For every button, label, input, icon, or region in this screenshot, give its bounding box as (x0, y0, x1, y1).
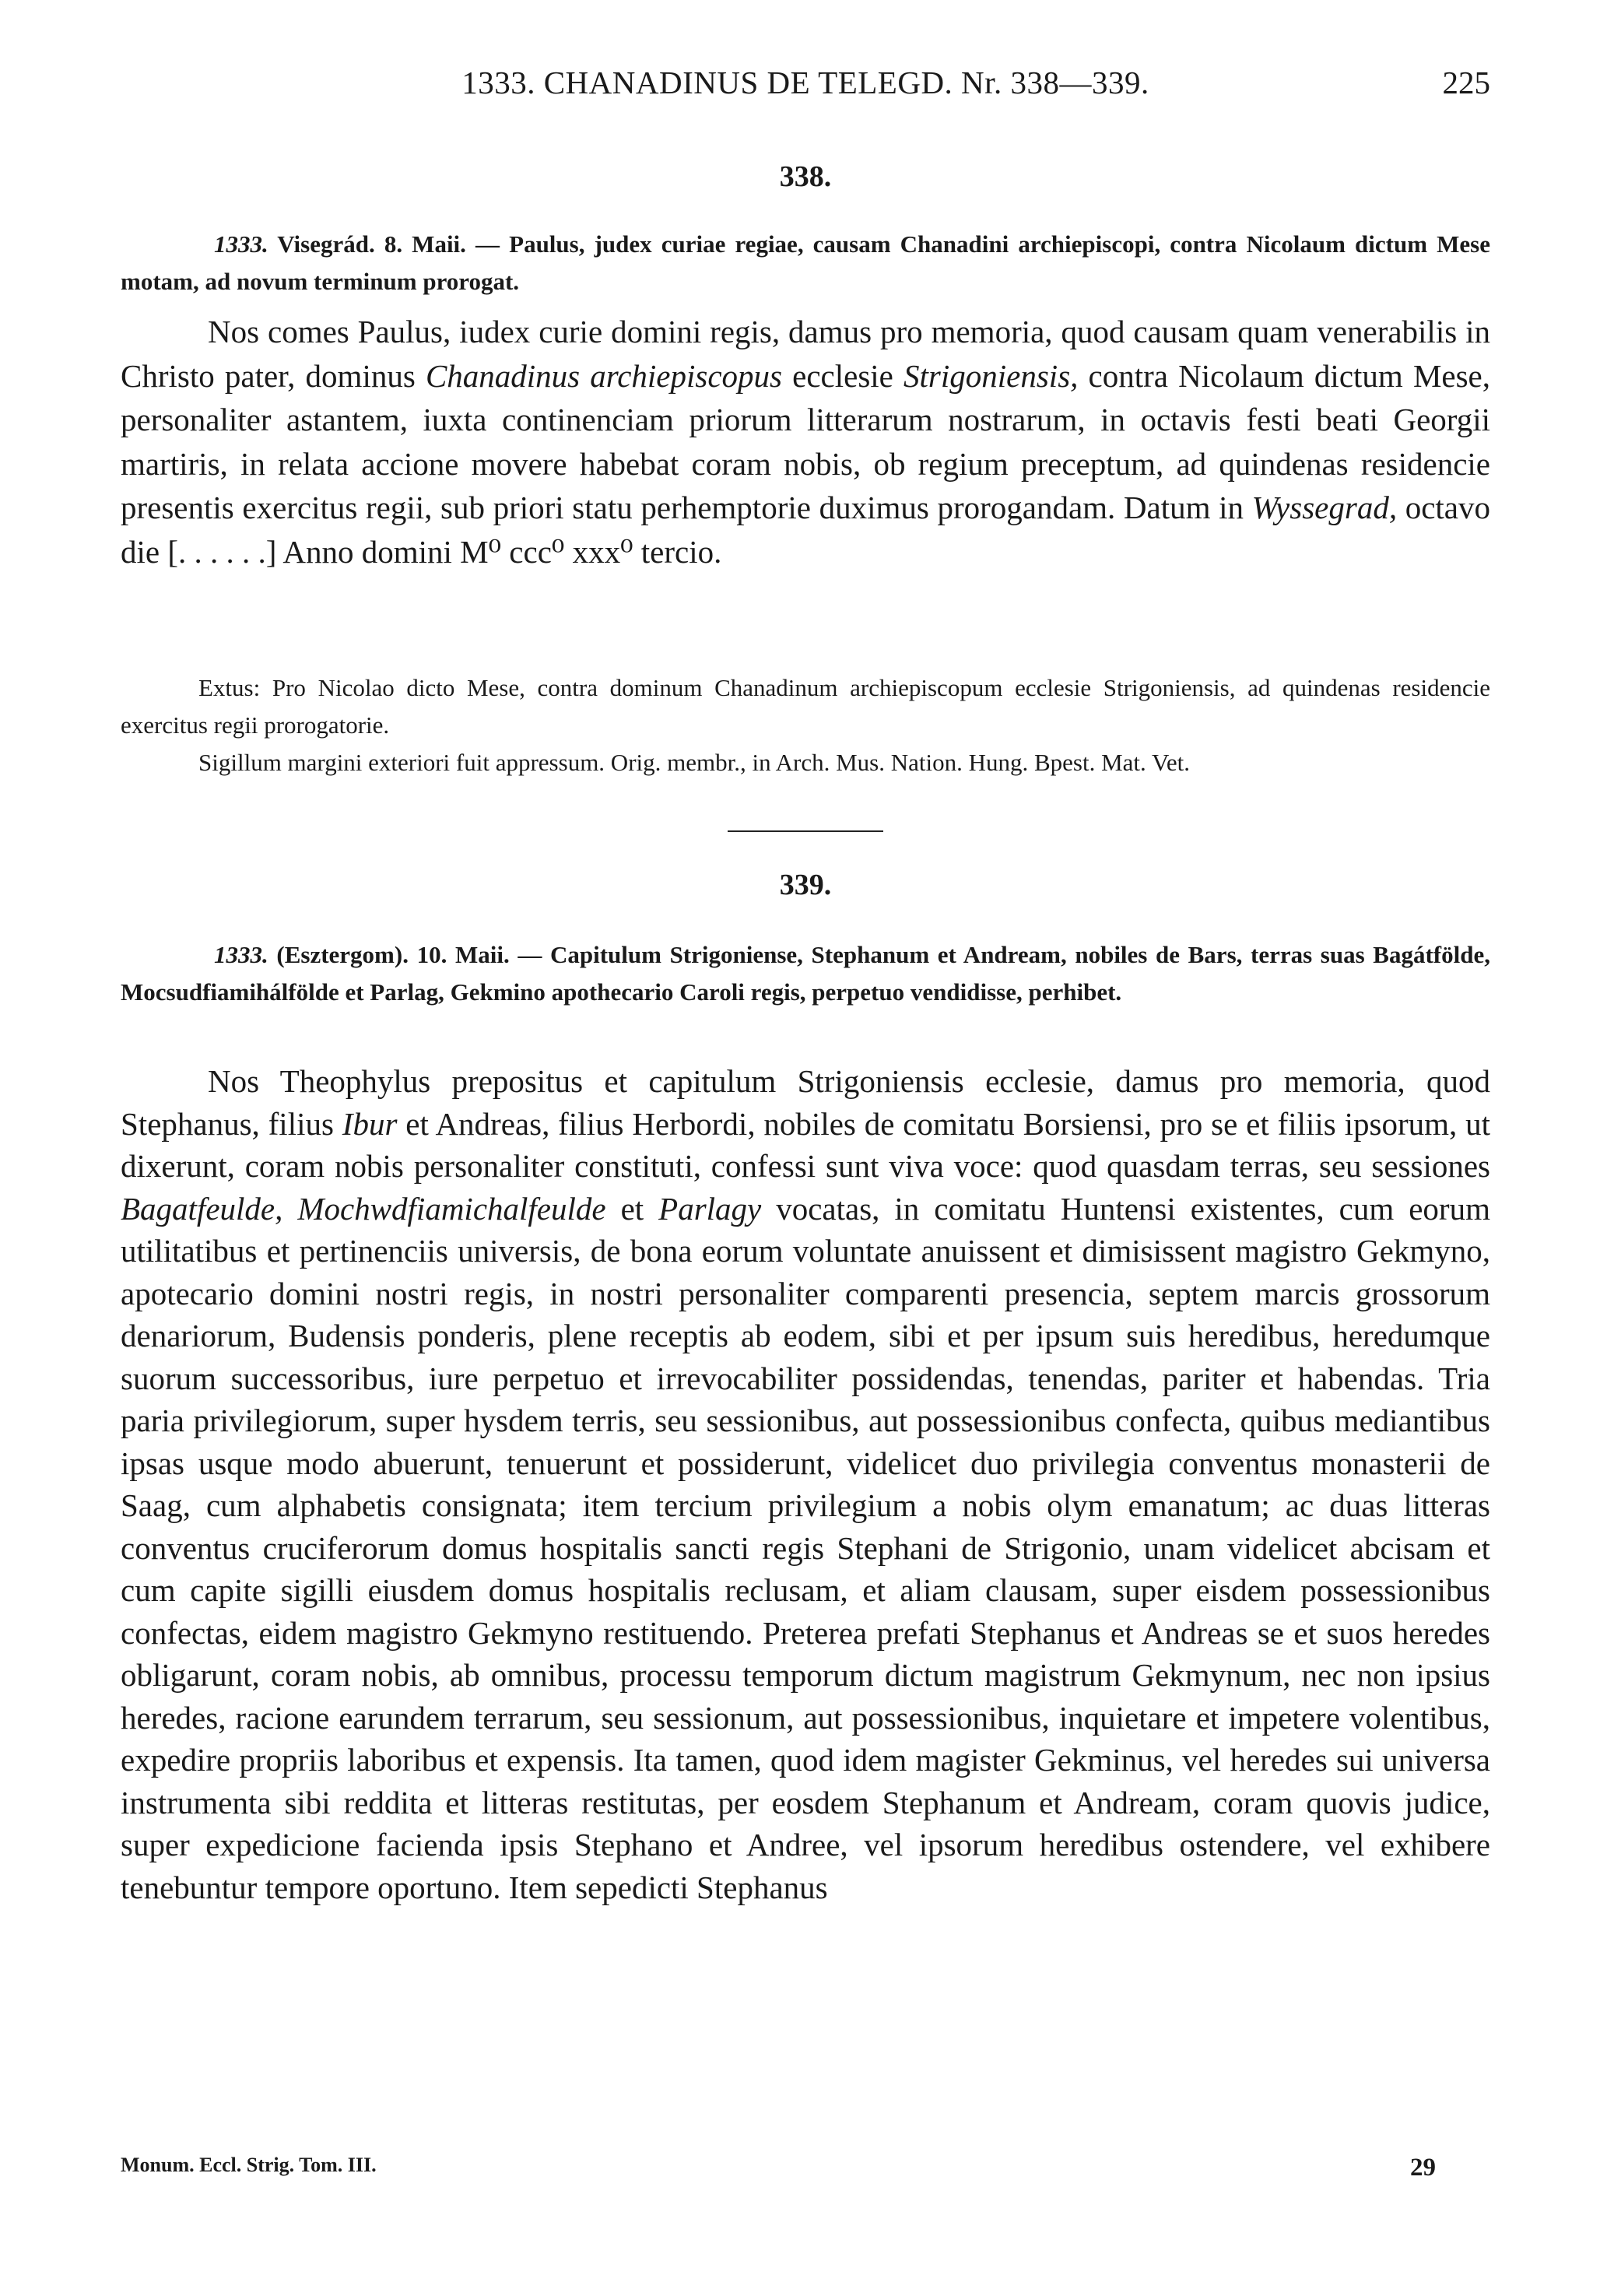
page-number: 225 (1442, 65, 1490, 100)
regest-339 (121, 936, 1490, 1011)
regest-text: (Esztergom). 10. Maii. — Capitulum Strigoniense, Stephanum et Andream, nobiles de Bars, terras suas Bagátfölde, Mocsudfiamihálfölde et Parlag, Gekmino apothecario Caroli regis, perpetuo vendidisse, perhibet. (121, 941, 1490, 1006)
page-footer (121, 2154, 1490, 2192)
footer-signature-number: 29 (1410, 2154, 1436, 2182)
regest-date: 1333. (214, 941, 268, 968)
regest-date: 1333. (214, 230, 268, 258)
body-text-339: Nos Theophylus prepositus et capitulum Strigoniensis ecclesie, damus pro memoria, quod Stephanus, filius Ibur et Andreas, filius Herbordi, nobiles de comitatu Borsiensi, pro se et filiis ipsorum, ut dixerunt, coram nobis personaliter constituti, confessi sunt viva voce: quod quasdam terras, seu sessiones Bagatfeulde, Mochwdfiamichalfeulde et Parlagy vocatas, in comitatu Huntensi existentes, cum eorum utilitatibus et pertinenciis universis, de bona eorum voluntate anuissent et dimisissent magistro Gekmyno, apotecario domini nostri regis, in nostri personaliter comparenti presencia, septem marcis grossorum denariorum, Budensis ponderis, plene receptis ab eodem, sibi et per ipsum suis heredibus, heredumque suorum successoribus, iure perpetuo et irrevocabiliter possidendas, tenendas, pariter et habendas. Tria paria privilegiorum, super hysdem terris, seu sessionibus, aut possessionibus confecta, quibus mediantibus ipsas usque modo abuerunt, tenuerunt et possiderunt, videlicet duo privilegia conventus monasterii de Saag, cum alphabetis consignata; item tercium privilegium a nobis olym emanatum; ac duas litteras conventus cruciferorum domus hospitalis sancti regis Stephani de Strigonio, unam videlicet abcisam et cum capite sigilli eiusdem domus hospitalis reclusam, et aliam clausam, super eisdem possessionibus confectas, eidem magistro Gekmyno restituendo. Preterea prefati Stephanus et Andreas se et suos heredes obligarunt, coram nobis, ab omnibus, processu temporum dictum magistrum Gekmynum, nec non ipsius heredes, racione earundem terrarum, seu sessionum, aut possessionibus, inquietare et impetere volentibus, expedire propriis laboribus et expensis. Ita tamen, quod idem magister Gekminus, vel heredes sui universa instrumenta sibi reddita et litteras restitutas, per eosdem Stephanum et Andream, coram quovis judice, super expedicione facienda ipsis Stephano et Andree, vel ipsorum heredibus ostendere, vel exhibere tenebuntur tempore oportuno. Item sepedicti Stephanus (121, 1063, 1490, 1905)
footer-series-title: Monum. Eccl. Strig. Tom. III. (121, 2154, 377, 2176)
running-head (121, 64, 1490, 111)
regest-338 (121, 226, 1490, 300)
document-number-338: 338. (779, 160, 832, 193)
running-title: 1333. CHANADINUS DE TELEGD. Nr. 338—339. (461, 65, 1149, 100)
document-page (121, 0, 1490, 2296)
body-text-338: Nos comes Paulus, iudex curie domini regis, damus pro memoria, quod causam quam venerabilis in Christo pater, dominus Chanadinus archiepiscopus ecclesie Strigoniensis, contra Nicolaum dictum Mese, personaliter astantem, iuxta continenciam priorum litterarum nostrarum, in octavis festi beati Georgii martiris, in relata accione movere habebat coram nobis, ob regium preceptum, ad quindenas residencie presentis exercitus regii, sub priori statu perhemptorie duximus prorogandam. Datum in Wyssegrad, octavo die [. . . . . .] Anno domini M⁰ ccc⁰ xxx⁰ tercio. (121, 314, 1491, 570)
regest-text: Visegrád. 8. Maii. — Paulus, judex curiae regiae, causam Chanadini archiepiscopi, contra Nicolaum dictum Mese motam, ad novum terminum prorogat. (121, 230, 1490, 295)
dorsal-note: Extus: Pro Nicolao dicto Mese, contra dominum Chanadinum archiepiscopum ecclesie Strigoniensis, ad quindenas residencie exercitus regii prorogatorie. (121, 674, 1490, 739)
source-note: Sigillum margini exteriori fuit appressum. Orig. membr., in Arch. Mus. Nation. Hung. Bpest. Mat. Vet. (198, 749, 1191, 776)
section-divider (728, 830, 883, 832)
document-number-339: 339. (779, 869, 832, 901)
